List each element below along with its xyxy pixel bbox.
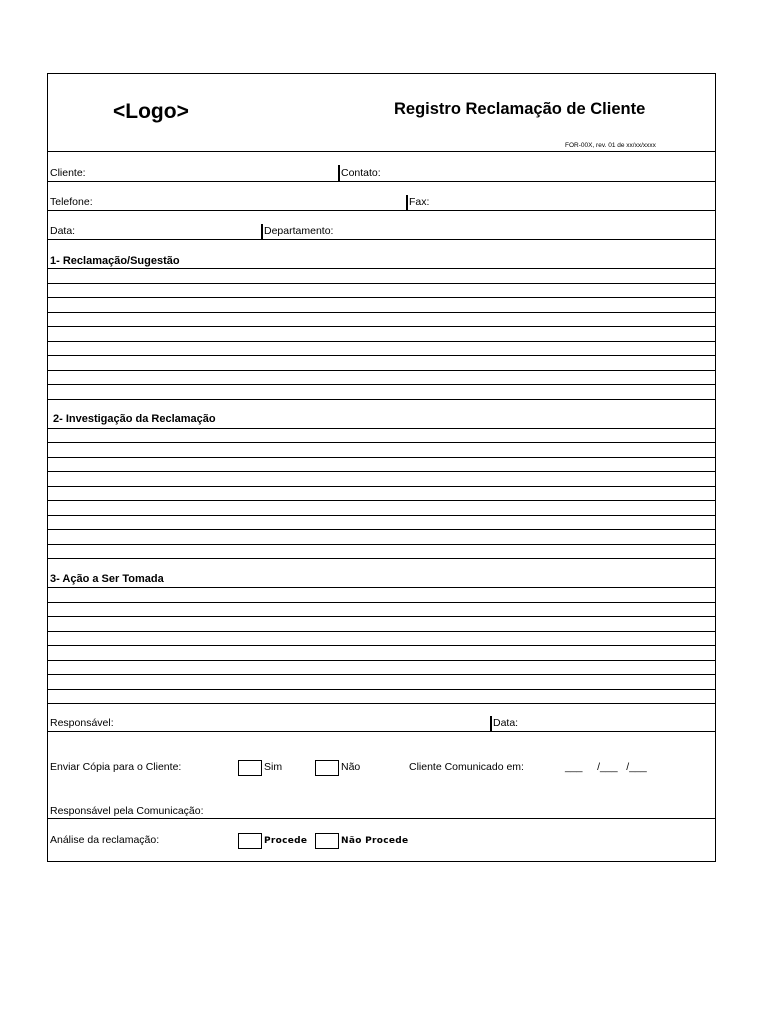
- nao-label: Não: [341, 761, 361, 773]
- writing-line: [48, 529, 715, 530]
- writing-line: [48, 341, 715, 342]
- divider: [48, 239, 715, 240]
- revision-note: FOR-00X, rev. 01 de xx/xx/xxxx: [565, 142, 656, 149]
- departamento-label: Departamento:: [264, 225, 334, 237]
- sim-checkbox[interactable]: [238, 760, 262, 776]
- writing-line: [48, 384, 715, 385]
- writing-line: [48, 558, 715, 559]
- writing-line: [48, 370, 715, 371]
- writing-line: [48, 674, 715, 675]
- field-separator: [490, 716, 492, 731]
- responsavel-label: Responsável:: [50, 717, 114, 729]
- logo-placeholder: <Logo>: [113, 100, 189, 123]
- telefone-label: Telefone:: [50, 196, 93, 208]
- writing-line: [48, 312, 715, 313]
- writing-line: [48, 399, 715, 400]
- writing-line: [48, 297, 715, 298]
- data-label: Data:: [50, 225, 76, 237]
- writing-line: [48, 500, 715, 501]
- section-title-investigacao: 2- Investigação da Reclamação: [53, 413, 216, 425]
- sim-label: Sim: [264, 761, 283, 773]
- nao-procede-checkbox[interactable]: [315, 833, 339, 849]
- writing-line: [48, 471, 715, 472]
- writing-line: [48, 602, 715, 603]
- form-title: Registro Reclamação de Cliente: [394, 100, 646, 118]
- writing-line: [48, 428, 715, 429]
- divider: [48, 181, 715, 182]
- date-blank[interactable]: ___ /___ /___: [565, 761, 647, 773]
- writing-line: [48, 689, 715, 690]
- procede-label: Procede: [264, 836, 308, 846]
- writing-line: [48, 442, 715, 443]
- fax-label: Fax:: [409, 196, 430, 208]
- divider: [48, 818, 715, 819]
- writing-line: [48, 660, 715, 661]
- writing-line: [48, 326, 715, 327]
- enviar-copia-label: Enviar Cópia para o Cliente:: [50, 761, 182, 773]
- complaint-form: [47, 73, 716, 862]
- field-separator: [261, 224, 263, 239]
- divider: [48, 151, 715, 152]
- writing-line: [48, 544, 715, 545]
- contato-label: Contato:: [341, 167, 381, 179]
- responsavel-comunicacao-label: Responsável pela Comunicação:: [50, 805, 204, 817]
- writing-line: [48, 587, 715, 588]
- nao-checkbox[interactable]: [315, 760, 339, 776]
- procede-checkbox[interactable]: [238, 833, 262, 849]
- divider: [48, 731, 715, 732]
- cliente-label: Cliente:: [50, 167, 86, 179]
- section-title-reclamacao: 1- Reclamação/Sugestão: [50, 255, 180, 267]
- analise-label: Análise da reclamação:: [50, 834, 160, 846]
- writing-line: [48, 486, 715, 487]
- section-title-acao: 3- Ação a Ser Tomada: [50, 573, 164, 585]
- writing-line: [48, 355, 715, 356]
- writing-line: [48, 515, 715, 516]
- footer-data-label: Data:: [493, 717, 519, 729]
- writing-line: [48, 645, 715, 646]
- nao-procede-label: Não Procede: [341, 836, 409, 846]
- writing-line: [48, 268, 715, 269]
- cliente-comunicado-label: Cliente Comunicado em:: [409, 761, 524, 773]
- writing-line: [48, 283, 715, 284]
- field-separator: [406, 195, 408, 210]
- writing-line: [48, 631, 715, 632]
- writing-line: [48, 703, 715, 704]
- writing-line: [48, 616, 715, 617]
- divider: [48, 210, 715, 211]
- field-separator: [338, 165, 340, 181]
- writing-line: [48, 457, 715, 458]
